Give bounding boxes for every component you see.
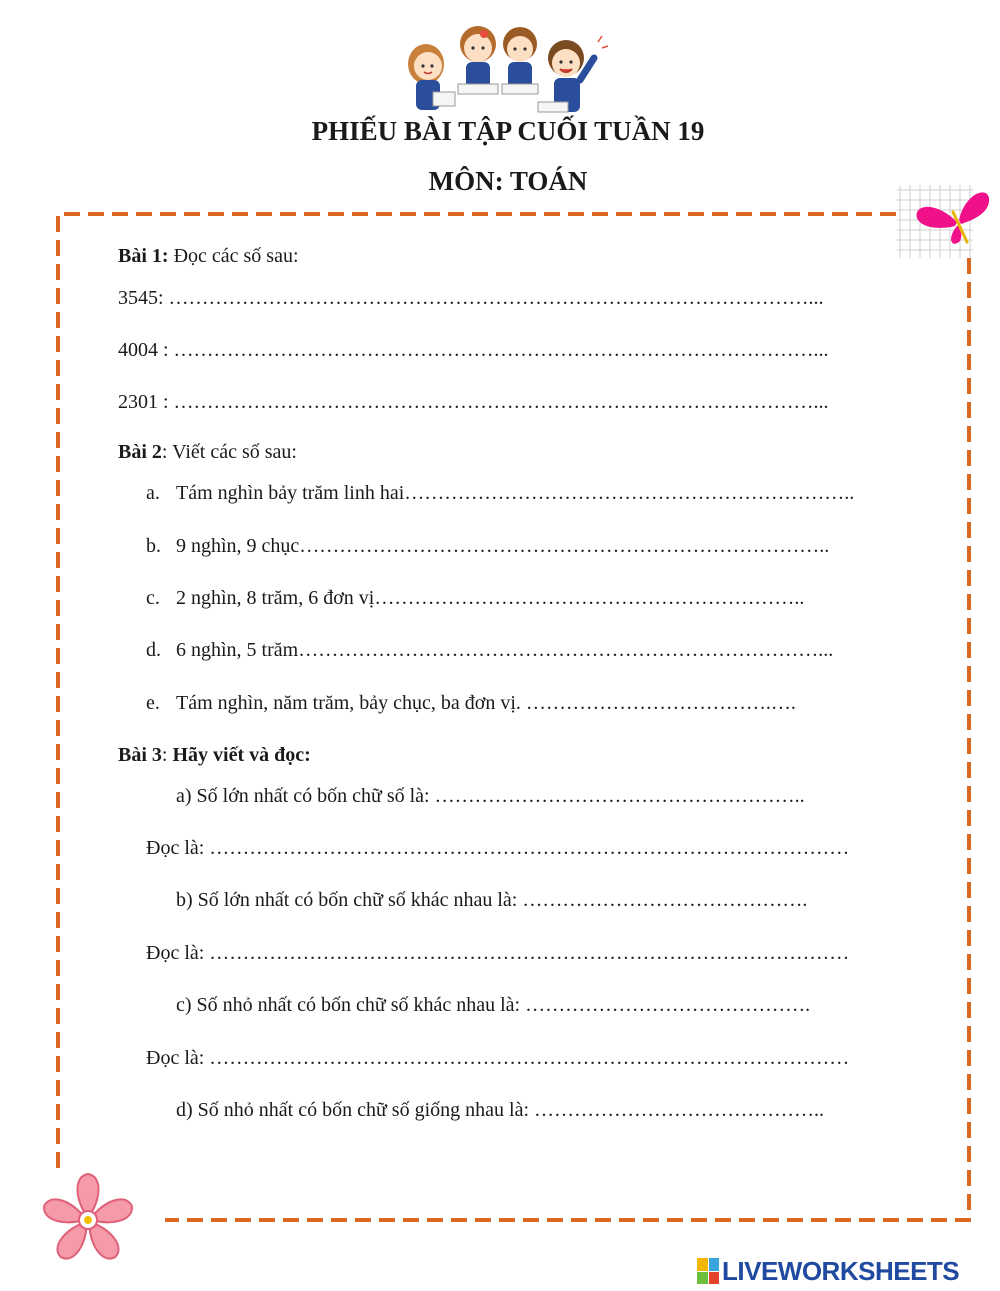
bai2-item-b [146,534,829,558]
bai2-item-a [146,481,854,505]
bai2-item-e [146,691,796,715]
bai2-marker: d. [146,639,161,661]
bai3-question-a: a) Số lớn nhất có bốn chữ số là: ……………………………………………….. [176,785,805,807]
bai1-heading [118,244,299,268]
subject-title: MÔN: TOÁN [428,166,588,196]
bai2-prompt: : Viết các số sau: [161,441,297,463]
bai1-item: 4004 : ……………………………………………………………………………………... [118,339,829,361]
bai3-question-b: b) Số lớn nhất có bốn chữ số khác nhau là: ……………………………………. [176,889,808,911]
worksheet-title: PHIẾU BÀI TẬP CUỐI TUẦN 19 [311,116,705,146]
bai1-item: 3545: ……………………………………………………………………………………... [118,287,824,309]
bai2-heading [118,440,297,464]
bai2-text: Tám nghìn, năm trăm, bảy chục, ba đơn vị. ……………………………….…. [176,692,796,714]
flower-icon [34,1168,142,1276]
bai2-label: Bài 2 [118,441,162,463]
bai3-read-line: Đọc là: …………………………………………………………………………………… [146,1047,850,1069]
bai2-item-c [146,586,804,610]
bai3-label: Bài 3 [118,744,162,766]
bai3-read-line: Đọc là: …………………………………………………………………………………… [146,837,850,859]
bai2-text: 2 nghìn, 8 trăm, 6 đơn vị……………………………………………………….. [176,587,805,609]
liveworksheets-logo [697,1256,959,1286]
logo-text: LIVEWORKSHEETS [722,1255,960,1286]
bai3-sep: : [161,744,173,766]
bai2-text: Tám nghìn bảy trăm linh hai………………………………………………………….. [176,482,855,504]
logo-mark-icon [697,1258,719,1284]
bai3-heading [118,743,311,767]
bai2-text: 6 nghìn, 5 trăm……………………………………………………………………... [176,639,834,661]
bai2-marker: c. [146,587,160,609]
bai1-item: 2301 : ……………………………………………………………………………………... [118,391,829,413]
bai3-read-line: Đọc là: …………………………………………………………………………………… [146,942,850,964]
butterfly-icon [895,180,995,260]
bai1-label: Bài 1: [118,245,169,267]
bai3-question-c: c) Số nhỏ nhất có bốn chữ số khác nhau là: ……………………………………. [176,994,811,1016]
bai3-question-d: d) Số nhỏ nhất có bốn chữ số giống nhau là: …………………………………….. [176,1099,825,1121]
bai2-item-d [146,638,833,662]
bai2-marker: e. [146,692,160,714]
bai2-marker: a. [146,482,160,504]
bai1-prompt: Đọc các số sau: [168,245,299,267]
bai2-text: 9 nghìn, 9 chục…………………………………………………………………….. [176,535,830,557]
bai3-prompt: Hãy viết và đọc: [172,744,311,766]
bai2-marker: b. [146,535,161,557]
